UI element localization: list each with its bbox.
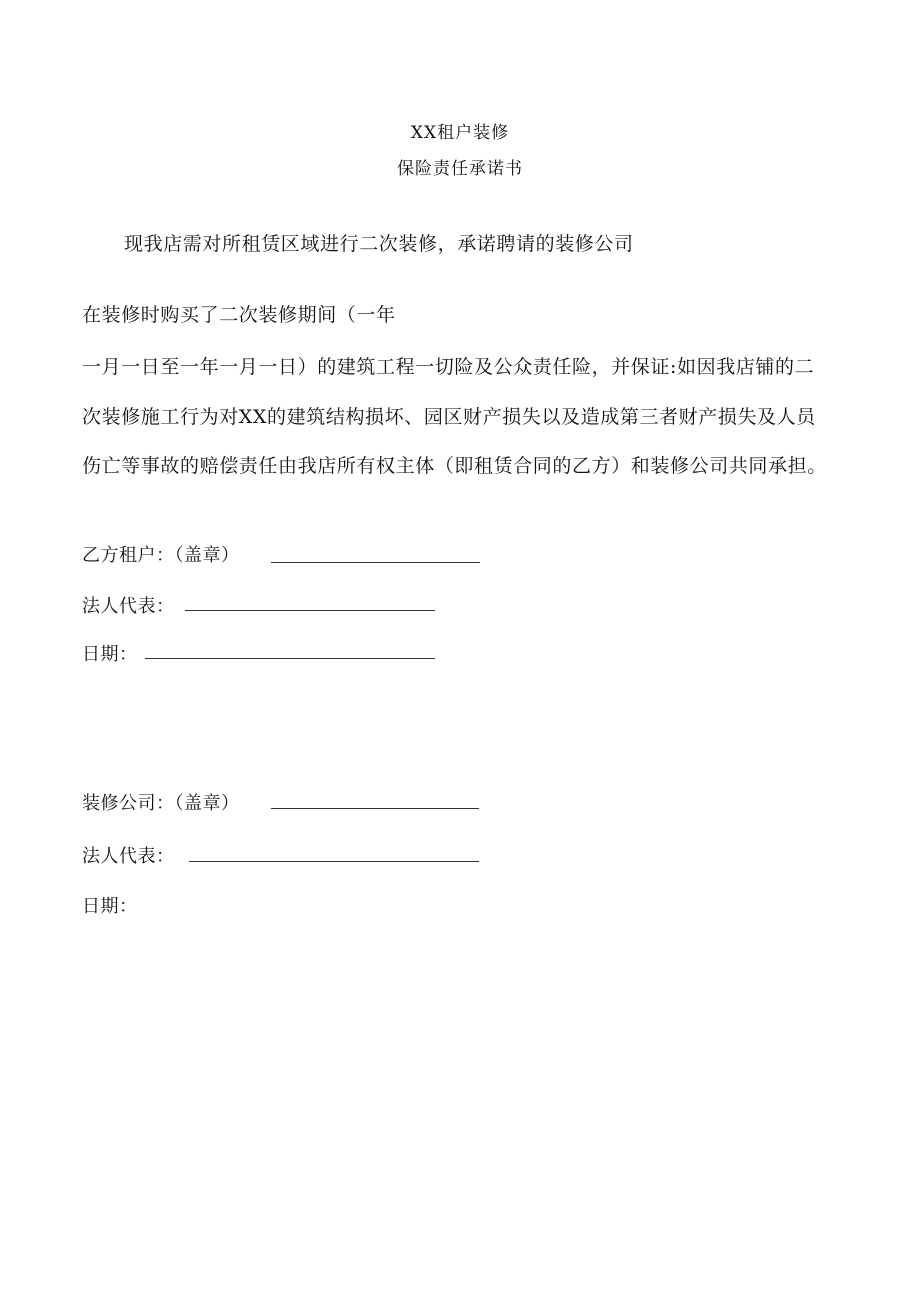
body-paragraph-line2: 在装修时购买了二次装修期间（一年 <box>82 304 396 326</box>
tenant-seal-label: 乙方租户：（盖章） <box>82 545 240 566</box>
body-paragraph-line4: 次装修施工行为对XX的建筑结构损坏、园区财产损失以及造成第三者财产损失及人员 <box>82 406 816 428</box>
company-seal-blank[interactable] <box>271 808 479 809</box>
document-title-line1: XX租户装修 <box>410 123 510 143</box>
tenant-date-label: 日期： <box>82 644 138 665</box>
body-paragraph-line1: 现我店需对所租赁区域进行二次装修，承诺聘请的装修公司 <box>124 233 634 255</box>
document-title-line2: 保险责任承诺书 <box>397 159 523 179</box>
company-representative-blank[interactable] <box>189 861 479 862</box>
company-date-label: 日期： <box>82 896 138 917</box>
body-paragraph-line3: 一月一日至一年一月一日）的建筑工程一切险及公众责任险，并保证:如因我店铺的二 <box>82 356 815 378</box>
body-paragraph-line5: 伤亡等事故的赔偿责任由我店所有权主体（即租赁合同的乙方）和装修公司共同承担。 <box>82 455 827 477</box>
tenant-seal-blank[interactable] <box>271 562 480 563</box>
company-representative-label: 法人代表： <box>82 846 175 867</box>
company-seal-label: 装修公司：（盖章） <box>82 793 240 814</box>
tenant-date-blank[interactable] <box>145 658 435 659</box>
tenant-representative-blank[interactable] <box>185 610 435 611</box>
tenant-representative-label: 法人代表： <box>82 596 175 617</box>
